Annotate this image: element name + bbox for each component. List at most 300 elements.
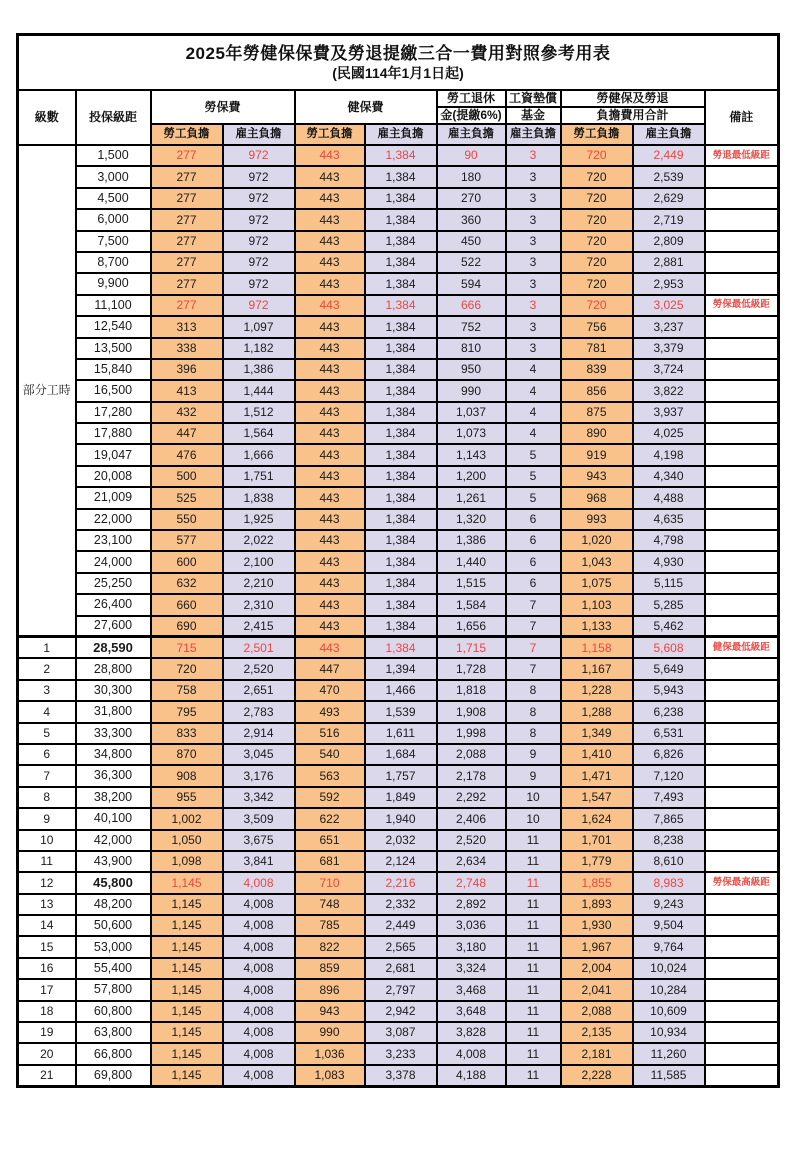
cell-level: 20 (18, 1043, 76, 1064)
cell-note (705, 166, 779, 187)
cell-pension-employer: 2,406 (437, 808, 506, 829)
cell-pension-employer: 4,008 (437, 1043, 506, 1064)
cell-health-employee: 443 (295, 487, 365, 508)
cell-wage-fund-employer: 11 (506, 979, 561, 1000)
cell-labor-employee: 476 (151, 444, 223, 465)
cell-total-employee: 2,181 (561, 1043, 633, 1064)
cell-health-employee: 447 (295, 658, 365, 679)
cell-health-employer: 1,611 (365, 723, 437, 744)
cell-wage-fund-employer: 3 (506, 231, 561, 252)
cell-wage-fund-employer: 3 (506, 338, 561, 359)
cell-health-employer: 3,233 (365, 1043, 437, 1064)
cell-note: 勞保最低級距 (705, 295, 779, 316)
cell-health-employer: 3,378 (365, 1065, 437, 1086)
table-row (18, 851, 779, 872)
cell-labor-employee: 1,098 (151, 851, 223, 872)
table-row (18, 273, 779, 294)
header-note: 備註 (705, 90, 779, 145)
cell-note (705, 915, 779, 936)
cell-health-employer: 1,757 (365, 765, 437, 786)
cell-labor-employee: 758 (151, 680, 223, 701)
cell-health-employer: 1,384 (365, 166, 437, 187)
table-row (18, 979, 779, 1000)
cell-total-employer: 7,493 (633, 787, 705, 808)
cell-labor-employee: 277 (151, 145, 223, 166)
header-total-line2: 負擔費用合計 (561, 107, 705, 124)
cell-wage-fund-employer: 11 (506, 1043, 561, 1064)
cell-total-employer: 5,115 (633, 573, 705, 594)
cell-wage-fund-employer: 7 (506, 594, 561, 615)
cell-labor-employer: 4,008 (223, 958, 295, 979)
cell-health-employee: 443 (295, 594, 365, 615)
cell-total-employer: 10,609 (633, 1001, 705, 1022)
cell-total-employer: 10,934 (633, 1022, 705, 1043)
cell-salary-bracket: 36,300 (76, 765, 151, 786)
cell-pension-employer: 1,728 (437, 658, 506, 679)
cell-note (705, 680, 779, 701)
table-row (18, 915, 779, 936)
table-body (18, 145, 779, 1086)
cell-labor-employer: 4,008 (223, 915, 295, 936)
cell-health-employee: 822 (295, 936, 365, 957)
cell-labor-employee: 277 (151, 166, 223, 187)
cell-total-employer: 7,865 (633, 808, 705, 829)
cell-note (705, 894, 779, 915)
cell-wage-fund-employer: 10 (506, 808, 561, 829)
cell-total-employee: 1,133 (561, 616, 633, 637)
cell-labor-employer: 1,182 (223, 338, 295, 359)
cell-health-employee: 443 (295, 444, 365, 465)
cell-wage-fund-employer: 3 (506, 188, 561, 209)
cell-labor-employer: 1,838 (223, 487, 295, 508)
cell-total-employer: 8,238 (633, 830, 705, 851)
table-row (18, 487, 779, 508)
cell-wage-fund-employer: 3 (506, 166, 561, 187)
cell-labor-employer: 3,841 (223, 851, 295, 872)
cell-total-employer: 5,608 (633, 637, 705, 658)
cell-wage-fund-employer: 5 (506, 466, 561, 487)
cell-total-employee: 1,779 (561, 851, 633, 872)
cell-note (705, 530, 779, 551)
cell-pension-employer: 990 (437, 380, 506, 401)
cell-note (705, 466, 779, 487)
cell-labor-employer: 2,210 (223, 573, 295, 594)
cell-note (705, 787, 779, 808)
cell-total-employer: 2,809 (633, 231, 705, 252)
cell-health-employee: 443 (295, 316, 365, 337)
cell-wage-fund-employer: 8 (506, 680, 561, 701)
cell-health-employee: 592 (295, 787, 365, 808)
cell-total-employer: 4,025 (633, 423, 705, 444)
cell-total-employer: 6,826 (633, 744, 705, 765)
cell-health-employee: 443 (295, 573, 365, 594)
cell-total-employee: 839 (561, 359, 633, 380)
cell-total-employer: 10,284 (633, 979, 705, 1000)
cell-total-employee: 756 (561, 316, 633, 337)
cell-labor-employee: 500 (151, 466, 223, 487)
cell-note (705, 380, 779, 401)
cell-total-employee: 1,158 (561, 637, 633, 658)
cell-salary-bracket: 19,047 (76, 444, 151, 465)
cell-total-employee: 2,088 (561, 1001, 633, 1022)
cell-pension-employer: 1,143 (437, 444, 506, 465)
cell-health-employee: 443 (295, 616, 365, 637)
cell-wage-fund-employer: 3 (506, 295, 561, 316)
cell-level: 7 (18, 765, 76, 786)
cell-pension-employer: 1,818 (437, 680, 506, 701)
cell-wage-fund-employer: 6 (506, 509, 561, 530)
table-row (18, 723, 779, 744)
cell-total-employee: 2,041 (561, 979, 633, 1000)
cell-labor-employee: 795 (151, 701, 223, 722)
cell-salary-bracket: 63,800 (76, 1022, 151, 1043)
cell-total-employer: 2,449 (633, 145, 705, 166)
cell-pension-employer: 3,828 (437, 1022, 506, 1043)
cell-total-employer: 3,025 (633, 295, 705, 316)
table-row (18, 209, 779, 230)
cell-total-employee: 1,855 (561, 872, 633, 893)
cell-health-employee: 443 (295, 530, 365, 551)
cell-labor-employee: 447 (151, 423, 223, 444)
header-pension-line1: 勞工退休 (437, 90, 506, 107)
cell-wage-fund-employer: 4 (506, 380, 561, 401)
cell-note (705, 830, 779, 851)
cell-total-employer: 3,237 (633, 316, 705, 337)
cell-health-employer: 1,684 (365, 744, 437, 765)
cell-total-employee: 1,043 (561, 551, 633, 572)
cell-health-employee: 622 (295, 808, 365, 829)
cell-total-employee: 943 (561, 466, 633, 487)
header-wage-fund-line2: 基金 (506, 107, 561, 124)
cell-health-employee: 443 (295, 295, 365, 316)
cell-health-employer: 1,384 (365, 594, 437, 615)
cell-total-employer: 10,024 (633, 958, 705, 979)
cell-pension-employer: 1,261 (437, 487, 506, 508)
cell-salary-bracket: 6,000 (76, 209, 151, 230)
cell-salary-bracket: 28,800 (76, 658, 151, 679)
cell-level: 15 (18, 936, 76, 957)
cell-total-employee: 1,410 (561, 744, 633, 765)
cell-health-employer: 1,384 (365, 616, 437, 637)
cell-level: 3 (18, 680, 76, 701)
cell-salary-bracket: 24,000 (76, 551, 151, 572)
cell-salary-bracket: 43,900 (76, 851, 151, 872)
cell-note (705, 958, 779, 979)
cell-wage-fund-employer: 9 (506, 765, 561, 786)
cell-total-employee: 1,624 (561, 808, 633, 829)
table-row (18, 145, 779, 166)
cell-pension-employer: 1,200 (437, 466, 506, 487)
cell-note (705, 551, 779, 572)
cell-labor-employer: 3,675 (223, 830, 295, 851)
cell-health-employee: 943 (295, 1001, 365, 1022)
cell-labor-employer: 1,925 (223, 509, 295, 530)
table-row (18, 316, 779, 337)
cell-health-employer: 2,332 (365, 894, 437, 915)
cell-total-employer: 4,930 (633, 551, 705, 572)
cell-salary-bracket: 15,840 (76, 359, 151, 380)
cell-labor-employee: 277 (151, 188, 223, 209)
cell-pension-employer: 3,648 (437, 1001, 506, 1022)
header-fund-employer: 雇主負擔 (506, 124, 561, 145)
cell-total-employee: 1,075 (561, 573, 633, 594)
cell-labor-employer: 2,022 (223, 530, 295, 551)
table-row (18, 680, 779, 701)
cell-pension-employer: 1,037 (437, 402, 506, 423)
cell-wage-fund-employer: 11 (506, 830, 561, 851)
cell-total-employee: 1,547 (561, 787, 633, 808)
cell-health-employee: 443 (295, 231, 365, 252)
cell-labor-employer: 1,386 (223, 359, 295, 380)
page-subtitle: (民國114年1月1日起) (332, 64, 464, 81)
header-total-employee: 勞工負擔 (561, 124, 633, 145)
cell-pension-employer: 1,715 (437, 637, 506, 658)
table-row (18, 423, 779, 444)
cell-note (705, 1022, 779, 1043)
cell-wage-fund-employer: 3 (506, 316, 561, 337)
cell-total-employer: 4,340 (633, 466, 705, 487)
cell-salary-bracket: 45,800 (76, 872, 151, 893)
cell-labor-employee: 277 (151, 231, 223, 252)
cell-salary-bracket: 28,590 (76, 637, 151, 658)
cell-labor-employer: 4,008 (223, 936, 295, 957)
table-row (18, 551, 779, 572)
cell-pension-employer: 2,634 (437, 851, 506, 872)
cell-pension-employer: 2,892 (437, 894, 506, 915)
cell-total-employee: 1,020 (561, 530, 633, 551)
cell-wage-fund-employer: 4 (506, 402, 561, 423)
cell-salary-bracket: 38,200 (76, 787, 151, 808)
header-total-line1: 勞健保及勞退 (561, 90, 705, 107)
table-row (18, 958, 779, 979)
cell-note (705, 444, 779, 465)
cell-note (705, 316, 779, 337)
cell-pension-employer: 1,440 (437, 551, 506, 572)
table-row (18, 1022, 779, 1043)
cell-pension-employer: 522 (437, 252, 506, 273)
cell-labor-employer: 972 (223, 145, 295, 166)
header-health-employee: 勞工負擔 (295, 124, 365, 145)
cell-pension-employer: 1,584 (437, 594, 506, 615)
cell-level: 4 (18, 701, 76, 722)
cell-pension-employer: 1,386 (437, 530, 506, 551)
cell-total-employee: 720 (561, 188, 633, 209)
cell-health-employer: 1,384 (365, 551, 437, 572)
cell-total-employer: 9,243 (633, 894, 705, 915)
cell-labor-employee: 413 (151, 380, 223, 401)
table-row (18, 637, 779, 658)
cell-total-employer: 4,198 (633, 444, 705, 465)
table-row (18, 231, 779, 252)
cell-pension-employer: 360 (437, 209, 506, 230)
table-row (18, 872, 779, 893)
cell-health-employer: 1,384 (365, 380, 437, 401)
cell-health-employee: 443 (295, 338, 365, 359)
cell-health-employee: 540 (295, 744, 365, 765)
cell-health-employer: 3,087 (365, 1022, 437, 1043)
cell-labor-employee: 1,145 (151, 1001, 223, 1022)
cell-wage-fund-employer: 8 (506, 723, 561, 744)
cell-salary-bracket: 16,500 (76, 380, 151, 401)
cell-level: 21 (18, 1065, 76, 1086)
cell-note (705, 936, 779, 957)
cell-pension-employer: 810 (437, 338, 506, 359)
cell-labor-employer: 3,509 (223, 808, 295, 829)
cell-health-employee: 1,036 (295, 1043, 365, 1064)
cell-note (705, 594, 779, 615)
cell-labor-employee: 1,145 (151, 915, 223, 936)
cell-total-employer: 8,983 (633, 872, 705, 893)
cell-pension-employer: 4,188 (437, 1065, 506, 1086)
cell-health-employee: 443 (295, 252, 365, 273)
cell-salary-bracket: 30,300 (76, 680, 151, 701)
cell-total-employee: 856 (561, 380, 633, 401)
cell-labor-employer: 1,097 (223, 316, 295, 337)
cell-health-employer: 1,384 (365, 359, 437, 380)
cell-note: 健保最低級距 (705, 637, 779, 658)
table-row (18, 573, 779, 594)
cell-total-employee: 2,004 (561, 958, 633, 979)
cell-total-employee: 720 (561, 166, 633, 187)
table-row (18, 1043, 779, 1064)
cell-level: 13 (18, 894, 76, 915)
cell-labor-employer: 1,751 (223, 466, 295, 487)
table-row (18, 444, 779, 465)
cell-health-employee: 748 (295, 894, 365, 915)
cell-health-employee: 443 (295, 145, 365, 166)
cell-labor-employer: 2,310 (223, 594, 295, 615)
cell-pension-employer: 666 (437, 295, 506, 316)
cell-note (705, 616, 779, 637)
cell-labor-employer: 2,520 (223, 658, 295, 679)
cell-total-employee: 1,701 (561, 830, 633, 851)
cell-pension-employer: 3,324 (437, 958, 506, 979)
cell-level: 2 (18, 658, 76, 679)
table-row (18, 380, 779, 401)
cell-wage-fund-employer: 11 (506, 1001, 561, 1022)
cell-pension-employer: 1,320 (437, 509, 506, 530)
cell-health-employer: 2,565 (365, 936, 437, 957)
cell-total-employer: 3,822 (633, 380, 705, 401)
cell-note (705, 723, 779, 744)
cell-salary-bracket: 3,000 (76, 166, 151, 187)
cell-salary-bracket: 27,600 (76, 616, 151, 637)
cell-health-employer: 1,384 (365, 573, 437, 594)
cell-health-employer: 1,539 (365, 701, 437, 722)
cell-total-employee: 720 (561, 273, 633, 294)
cell-total-employer: 9,504 (633, 915, 705, 936)
cell-health-employer: 2,216 (365, 872, 437, 893)
cell-labor-employer: 972 (223, 166, 295, 187)
cell-note (705, 808, 779, 829)
cell-total-employer: 2,881 (633, 252, 705, 273)
cell-wage-fund-employer: 8 (506, 701, 561, 722)
cell-wage-fund-employer: 11 (506, 872, 561, 893)
table-row (18, 701, 779, 722)
cell-health-employee: 563 (295, 765, 365, 786)
header-pension-employer: 雇主負擔 (437, 124, 506, 145)
cell-health-employer: 1,384 (365, 252, 437, 273)
cell-note (705, 188, 779, 209)
cell-level: 17 (18, 979, 76, 1000)
cell-health-employer: 2,681 (365, 958, 437, 979)
header-labor-employee: 勞工負擔 (151, 124, 223, 145)
cell-salary-bracket: 20,008 (76, 466, 151, 487)
cell-pension-employer: 2,178 (437, 765, 506, 786)
cell-wage-fund-employer: 4 (506, 423, 561, 444)
cell-total-employer: 4,798 (633, 530, 705, 551)
cell-salary-bracket: 34,800 (76, 744, 151, 765)
cell-labor-employer: 3,176 (223, 765, 295, 786)
header-salary-bracket: 投保級距 (76, 90, 151, 145)
cell-pension-employer: 450 (437, 231, 506, 252)
cell-labor-employer: 2,100 (223, 551, 295, 572)
cell-pension-employer: 2,520 (437, 830, 506, 851)
cell-note (705, 1065, 779, 1086)
table-row (18, 166, 779, 187)
table-row (18, 1001, 779, 1022)
cell-labor-employee: 715 (151, 637, 223, 658)
cell-level: 10 (18, 830, 76, 851)
cell-health-employee: 990 (295, 1022, 365, 1043)
cell-wage-fund-employer: 3 (506, 252, 561, 273)
cell-health-employee: 443 (295, 166, 365, 187)
cell-pension-employer: 1,073 (437, 423, 506, 444)
cell-wage-fund-employer: 11 (506, 915, 561, 936)
cell-labor-employee: 432 (151, 402, 223, 423)
cell-wage-fund-employer: 5 (506, 444, 561, 465)
cell-salary-bracket: 42,000 (76, 830, 151, 851)
cell-total-employee: 890 (561, 423, 633, 444)
cell-wage-fund-employer: 11 (506, 1065, 561, 1086)
cell-labor-employee: 550 (151, 509, 223, 530)
cell-labor-employer: 4,008 (223, 1065, 295, 1086)
cell-salary-bracket: 17,280 (76, 402, 151, 423)
cell-labor-employee: 1,050 (151, 830, 223, 851)
cell-salary-bracket: 1,500 (76, 145, 151, 166)
cell-salary-bracket: 60,800 (76, 1001, 151, 1022)
cell-note (705, 851, 779, 872)
cell-note (705, 701, 779, 722)
cell-health-employee: 443 (295, 209, 365, 230)
cell-total-employee: 2,228 (561, 1065, 633, 1086)
cell-wage-fund-employer: 5 (506, 487, 561, 508)
header-labor-employer: 雇主負擔 (223, 124, 295, 145)
cell-health-employee: 443 (295, 551, 365, 572)
cell-total-employee: 720 (561, 295, 633, 316)
cell-salary-bracket: 33,300 (76, 723, 151, 744)
cell-labor-employee: 632 (151, 573, 223, 594)
cell-labor-employee: 833 (151, 723, 223, 744)
cell-note (705, 338, 779, 359)
cell-labor-employer: 2,501 (223, 637, 295, 658)
cell-level: 8 (18, 787, 76, 808)
cell-labor-employer: 972 (223, 209, 295, 230)
cell-health-employee: 896 (295, 979, 365, 1000)
cell-labor-employer: 972 (223, 295, 295, 316)
page-title: 2025年勞健保保費及勞退提繳三合一費用對照參考用表 (185, 43, 611, 63)
cell-health-employee: 443 (295, 423, 365, 444)
cell-wage-fund-employer: 7 (506, 637, 561, 658)
cell-labor-employer: 4,008 (223, 1001, 295, 1022)
cell-total-employer: 11,260 (633, 1043, 705, 1064)
cell-health-employer: 1,384 (365, 466, 437, 487)
cell-pension-employer: 3,180 (437, 936, 506, 957)
cell-total-employee: 720 (561, 145, 633, 166)
cell-health-employer: 2,942 (365, 1001, 437, 1022)
cell-health-employer: 1,384 (365, 188, 437, 209)
cell-labor-employer: 972 (223, 231, 295, 252)
